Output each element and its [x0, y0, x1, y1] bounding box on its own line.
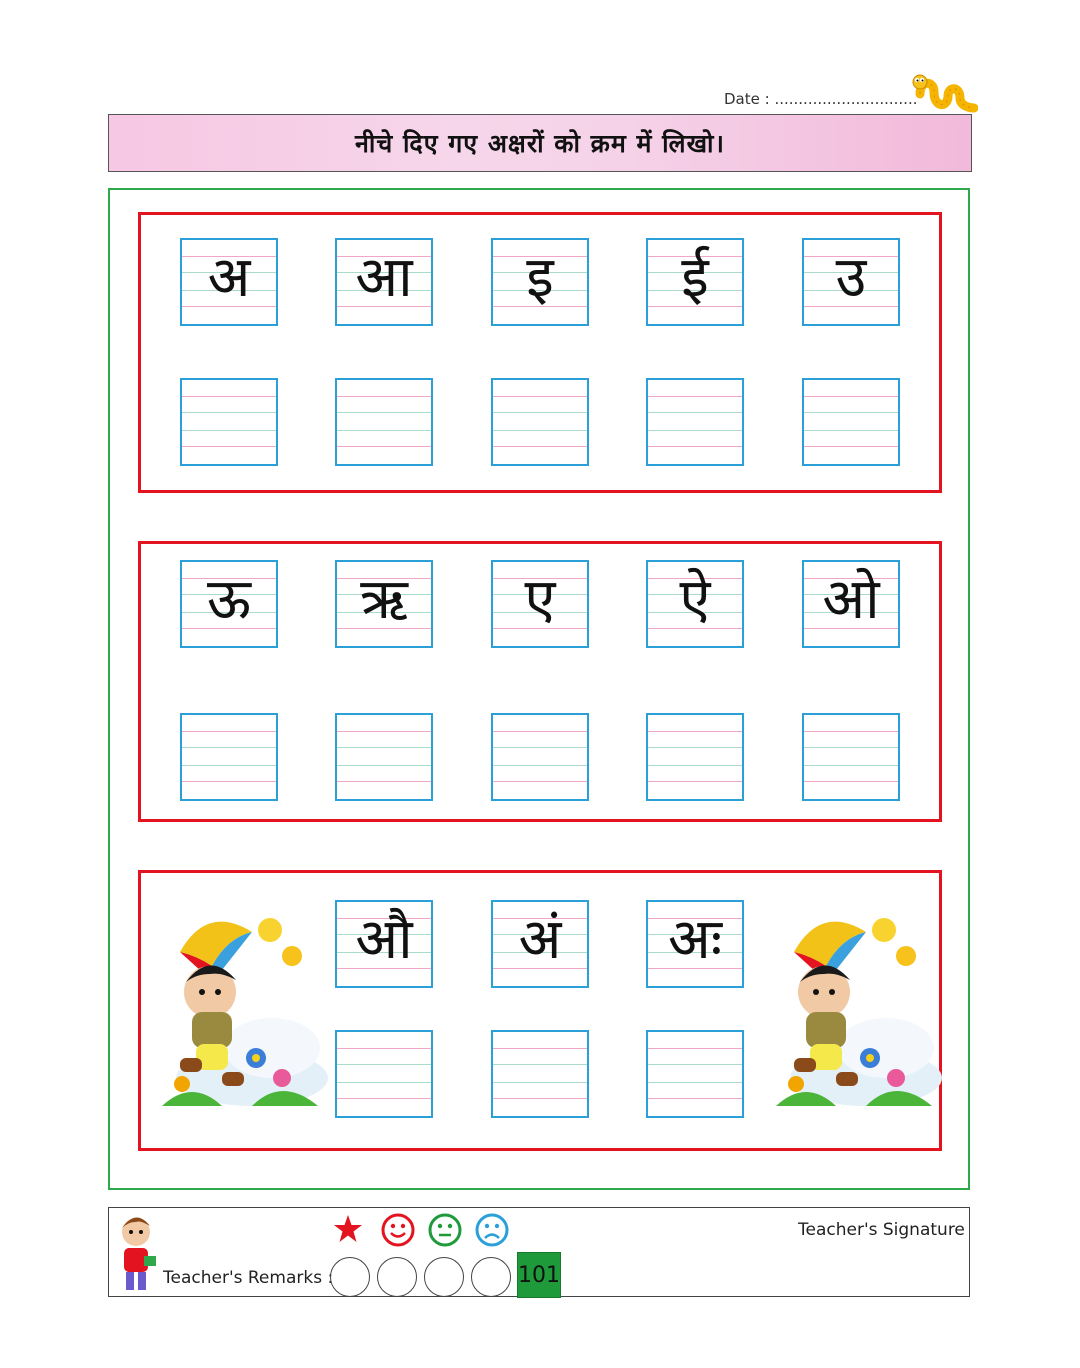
letter-box [802, 560, 900, 648]
instruction-title: नीचे दिए गए अक्षरों को क्रम में लिखो। [355, 129, 725, 158]
letter: अं [518, 907, 562, 972]
writing-box[interactable] [335, 713, 433, 801]
letter-box [491, 560, 589, 648]
letter-box [180, 238, 278, 326]
letter-box [491, 238, 589, 326]
rating-circle-sad[interactable] [471, 1257, 511, 1297]
writing-box[interactable] [802, 378, 900, 466]
worm-icon [908, 72, 978, 114]
kid-with-umbrella-illustration-left [152, 908, 328, 1113]
letter-box [646, 560, 744, 648]
letter: ई [681, 245, 709, 310]
letter: अः [667, 907, 723, 972]
letter-box [335, 238, 433, 326]
letter: ऊ [207, 567, 251, 632]
letter-box [646, 900, 744, 988]
thinking-boy-icon [110, 1210, 160, 1296]
writing-box[interactable] [335, 1030, 433, 1118]
letter: ऐ [679, 567, 711, 632]
letter: इ [526, 245, 554, 310]
writing-box[interactable] [491, 378, 589, 466]
kid-with-umbrella-illustration-right [766, 908, 942, 1113]
writing-box[interactable] [646, 713, 744, 801]
writing-box[interactable] [646, 1030, 744, 1118]
writing-box[interactable] [335, 378, 433, 466]
instruction-banner [108, 114, 972, 172]
rating-circle-star[interactable] [330, 1257, 370, 1297]
letter: अ [207, 245, 251, 310]
writing-box[interactable] [491, 1030, 589, 1118]
teacher-remarks-label: Teacher's Remarks : [163, 1268, 334, 1288]
writing-box[interactable] [646, 378, 744, 466]
neutral-face-icon [428, 1213, 462, 1247]
date-label: Date : .............................. [724, 90, 918, 108]
letter: ओ [822, 567, 880, 632]
star-icon [334, 1214, 362, 1244]
sad-face-icon [475, 1213, 509, 1247]
writing-box[interactable] [802, 713, 900, 801]
letter: आ [355, 245, 413, 310]
letter: ऋ [360, 567, 408, 632]
writing-box[interactable] [180, 378, 278, 466]
smile-icon [381, 1213, 415, 1247]
rating-circle-neutral[interactable] [424, 1257, 464, 1297]
letter: औ [355, 907, 413, 972]
writing-box[interactable] [491, 713, 589, 801]
letter-box [180, 560, 278, 648]
rating-circle-smile[interactable] [377, 1257, 417, 1297]
letter-box [646, 238, 744, 326]
teacher-signature-label: Teacher's Signature [798, 1220, 965, 1240]
letter-box [491, 900, 589, 988]
letter: ए [524, 567, 556, 632]
page-number: 101 [517, 1252, 561, 1298]
letter-box [335, 900, 433, 988]
letter-box [335, 560, 433, 648]
letter-box [802, 238, 900, 326]
writing-box[interactable] [180, 713, 278, 801]
letter: उ [835, 245, 867, 310]
